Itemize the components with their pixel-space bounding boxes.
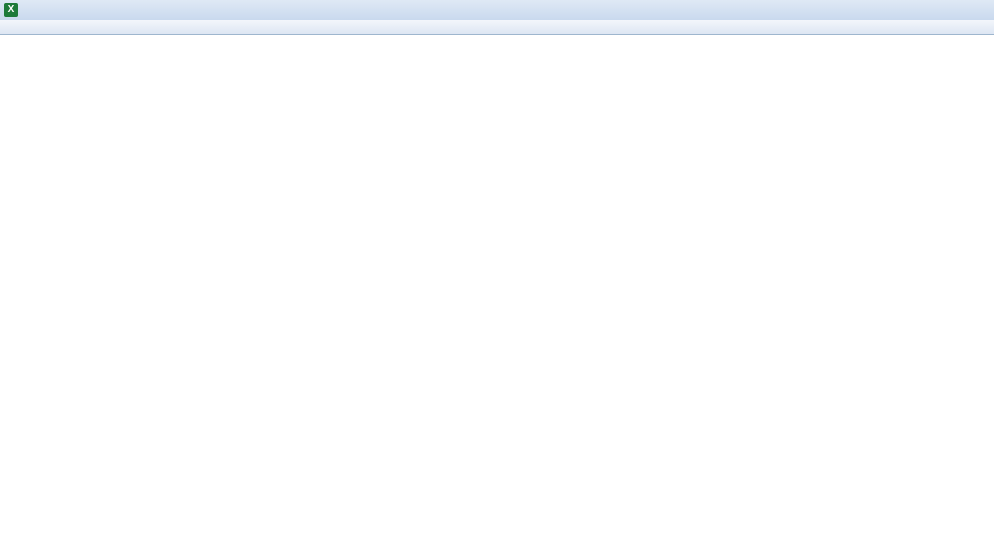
- excel-icon[interactable]: X: [4, 3, 18, 17]
- window-titlebar: [0, 0, 994, 21]
- column-header-bar: [0, 20, 994, 35]
